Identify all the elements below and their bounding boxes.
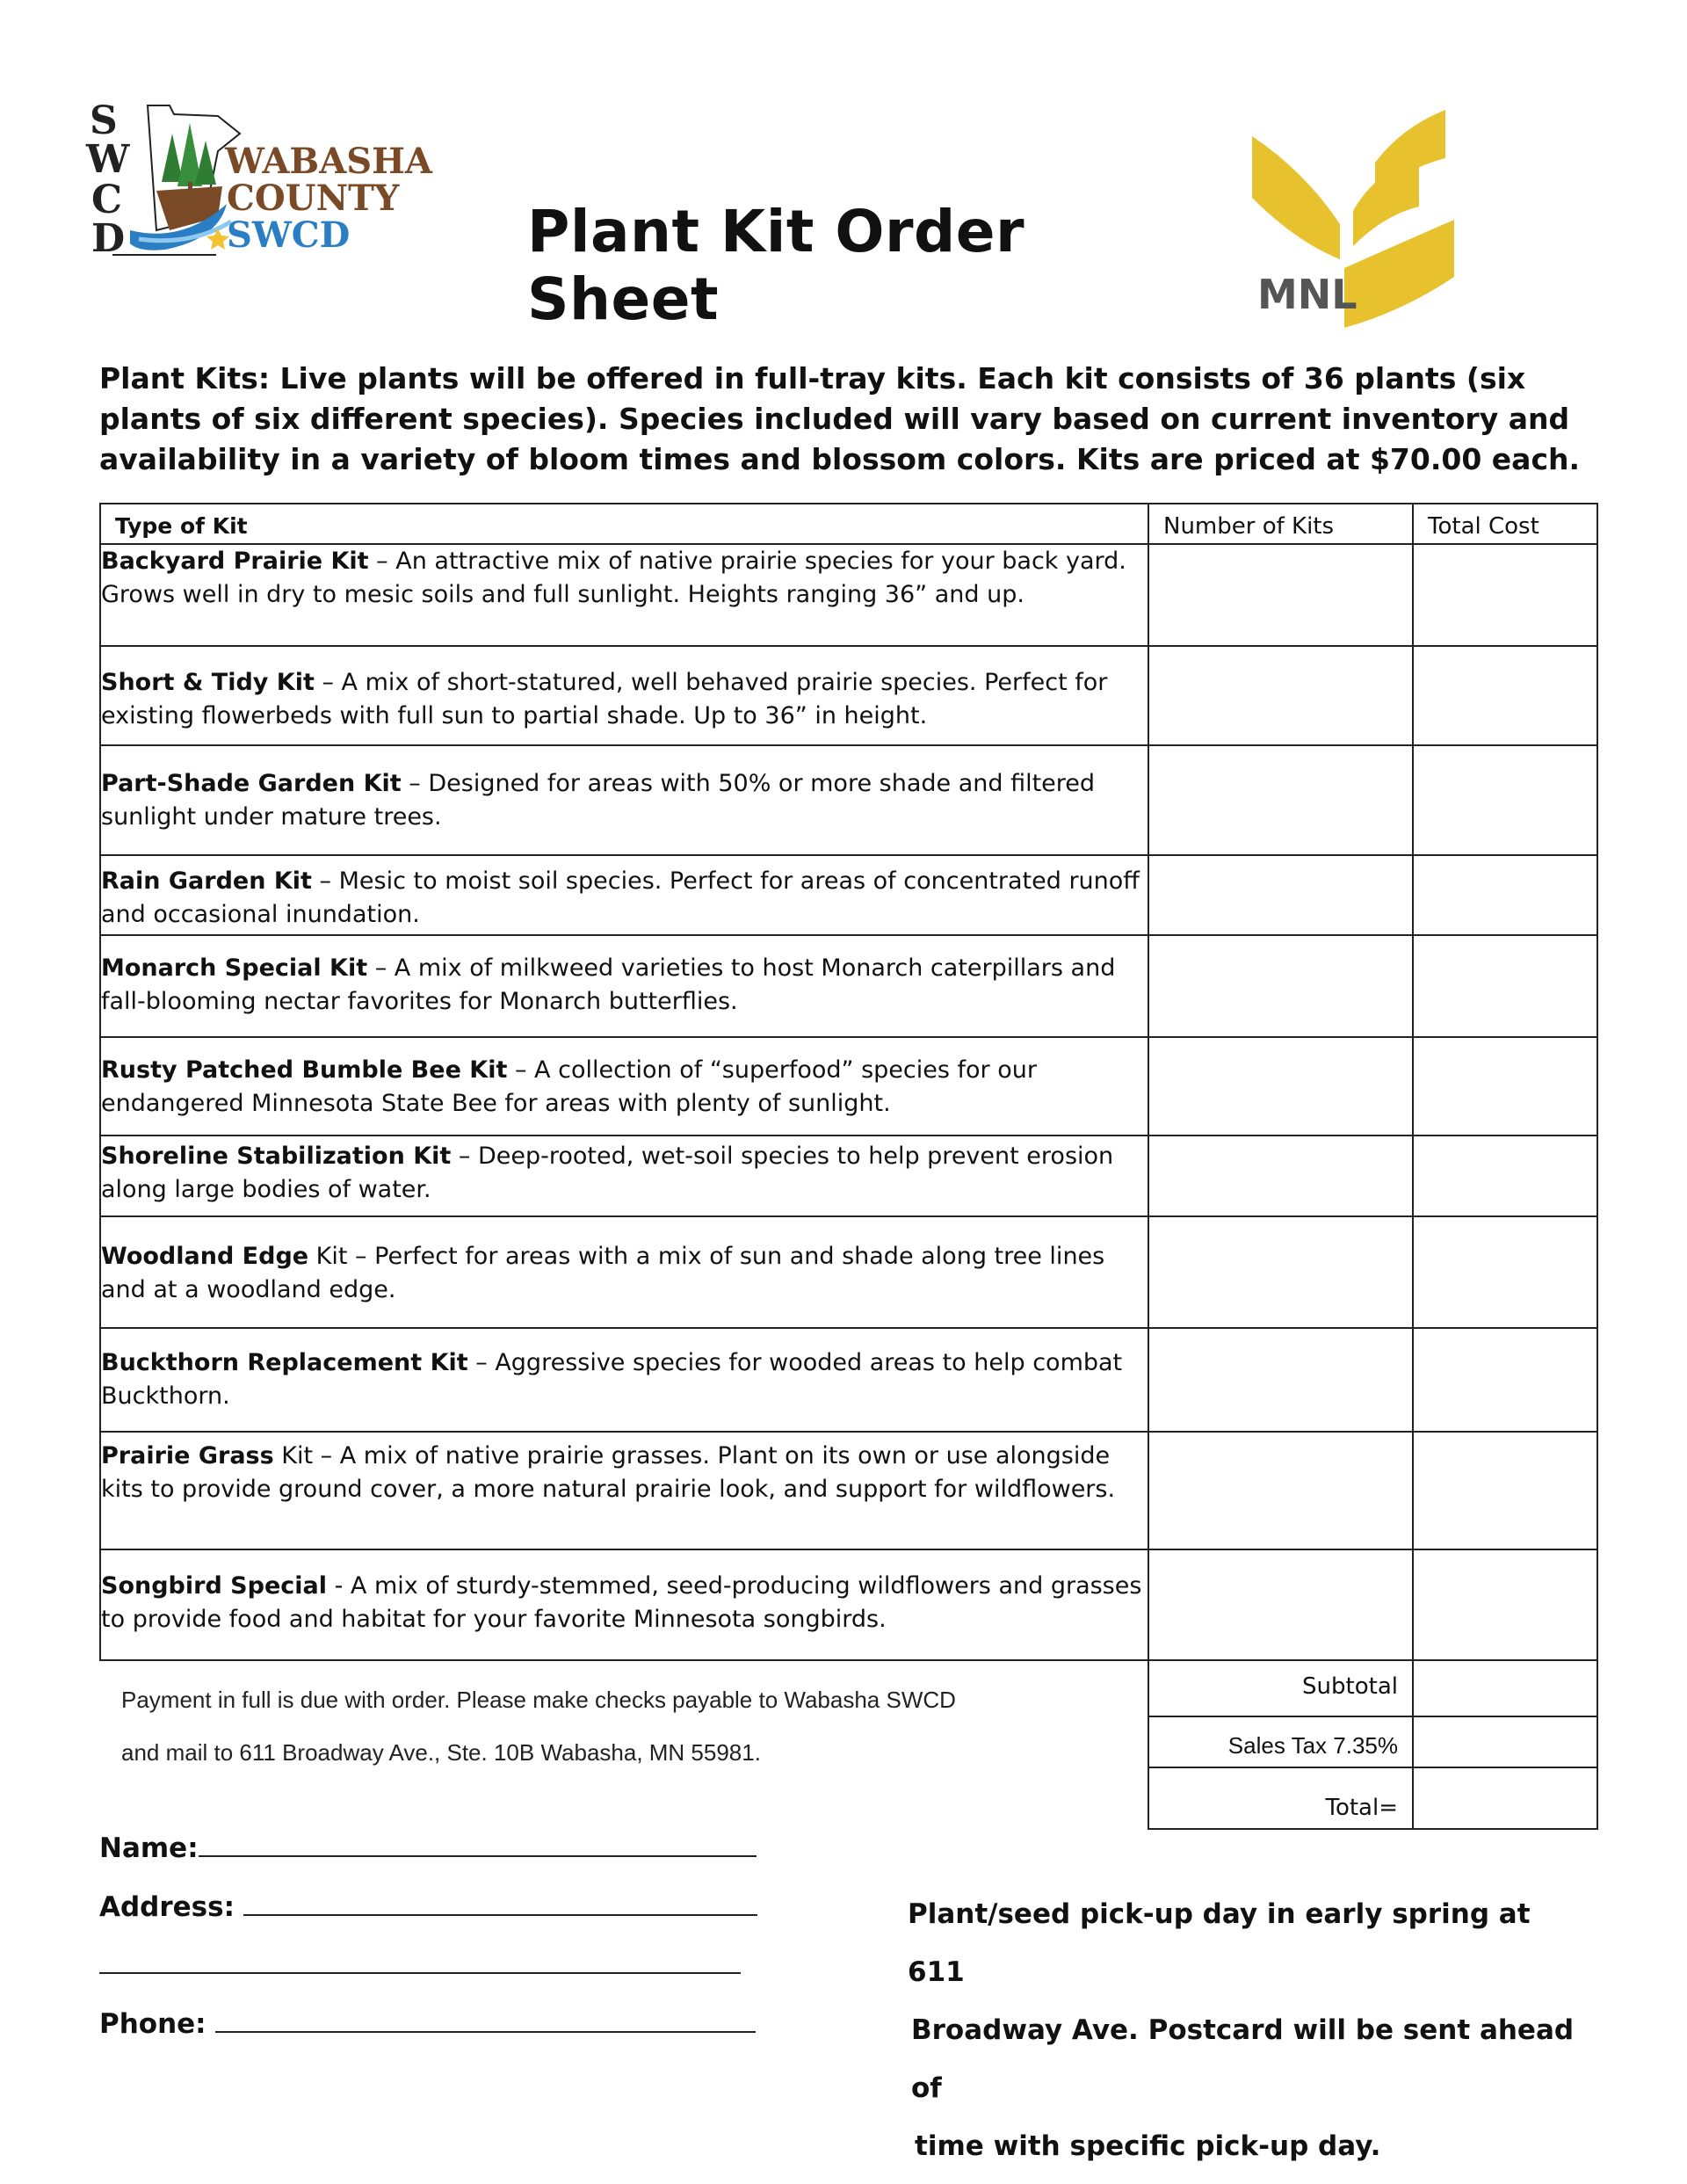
- org-name-line2: COUNTY: [227, 178, 400, 219]
- payment-instructions: [100, 1660, 1148, 1829]
- sales-tax-label: Sales Tax 7.35%: [1148, 1716, 1413, 1767]
- number-of-kits-cell[interactable]: [1148, 1136, 1413, 1216]
- kit-name: Short & Tidy Kit: [101, 669, 315, 696]
- order-table: [99, 503, 1598, 1830]
- kit-description: [100, 1037, 1148, 1136]
- subtotal-label: Subtotal: [1148, 1660, 1413, 1716]
- number-of-kits-cell[interactable]: [1148, 1037, 1413, 1136]
- address-field[interactable]: [99, 1890, 757, 1923]
- total-cost-cell[interactable]: [1413, 1136, 1597, 1216]
- kit-name: Songbird Special: [101, 1572, 327, 1600]
- table-row: [100, 544, 1597, 646]
- total-value-cell[interactable]: [1413, 1767, 1597, 1829]
- total-cost-cell[interactable]: [1413, 1549, 1597, 1660]
- mnl-logo: [1243, 110, 1459, 330]
- kit-name: Buckthorn Replacement Kit: [101, 1349, 468, 1376]
- sales-tax-value-cell[interactable]: [1413, 1716, 1597, 1767]
- address-line-2[interactable]: [99, 1948, 741, 1974]
- total-cost-cell[interactable]: [1413, 1328, 1597, 1432]
- number-of-kits-cell[interactable]: [1148, 935, 1413, 1037]
- name-field[interactable]: [99, 1831, 757, 1864]
- table-row: [100, 1432, 1597, 1549]
- kit-desc: Kit – Perfect for areas with a mix of sun and shade along tree lines and at a woodland edge.: [101, 1243, 1105, 1303]
- swcd-letter-d: D: [91, 216, 126, 261]
- name-label: Name:: [99, 1832, 199, 1864]
- table-row: [100, 1136, 1597, 1216]
- kit-description: [100, 745, 1148, 855]
- payment-line-2: and mail to 611 Broadway Ave., Ste. 10B Wabasha, MN 55981.: [121, 1739, 761, 1766]
- kit-description: [100, 935, 1148, 1037]
- total-cost-cell[interactable]: [1413, 1432, 1597, 1549]
- number-of-kits-cell[interactable]: [1148, 1432, 1413, 1549]
- number-of-kits-cell[interactable]: [1148, 855, 1413, 935]
- kit-name: Woodland Edge: [101, 1243, 309, 1270]
- kit-description: [100, 1549, 1148, 1660]
- intro-paragraph: Plant Kits: Live plants will be offered in full-tray kits. Each kit consists of 36 plants (six plants of six different species). Species included will vary based on current inventory and availability in a variety of bloom times and blossom colors. Kits are priced at $70.00 each.: [99, 361, 1581, 476]
- table-row: [100, 646, 1597, 745]
- kit-desc: – Aggressive species for wooded areas to help combat Buckthorn.: [101, 1349, 1123, 1410]
- total-cost-cell[interactable]: [1413, 544, 1597, 646]
- table-row: [100, 855, 1597, 935]
- kit-desc: Kit – A mix of native prairie grasses. Plant on its own or use alongside kits to provide ground cover, a more natural prairie look, and support for wildflowers.: [101, 1442, 1116, 1503]
- kit-description: [100, 544, 1148, 646]
- page-title: Plant Kit Order Sheet: [527, 198, 1025, 333]
- total-cost-cell[interactable]: [1413, 935, 1597, 1037]
- kit-name: Monarch Special Kit: [101, 954, 368, 982]
- pickup-line-3: time with specific pick-up day.: [915, 2130, 1381, 2162]
- number-of-kits-cell[interactable]: [1148, 646, 1413, 745]
- swcd-letter-c: C: [91, 178, 123, 222]
- pickup-line-1: Plant/seed pick-up day in early spring at 611: [908, 1898, 1531, 1988]
- kit-desc: – Designed for areas with 50% or more shade and filtered sunlight under mature trees.: [101, 770, 1096, 831]
- kit-desc: – Deep-rooted, wet-soil species to help prevent erosion along large bodies of water.: [101, 1143, 1114, 1203]
- table-row: [100, 1549, 1597, 1660]
- swcd-logo: [86, 98, 473, 265]
- payment-line-1: Payment in full is due with order. Please make checks payable to Wabasha SWCD: [121, 1687, 956, 1713]
- swcd-letter-w: W: [86, 137, 130, 182]
- table-row: [100, 1216, 1597, 1328]
- header-number-of-kits: Number of Kits: [1148, 504, 1413, 544]
- kit-description: [100, 1328, 1148, 1432]
- org-name-line3: SWCD: [227, 214, 351, 256]
- total-cost-cell[interactable]: [1413, 745, 1597, 855]
- kit-desc: - A mix of sturdy-stemmed, seed-producing wildflowers and grasses to provide food and habitat for your favorite Minnesota songbirds.: [101, 1572, 1142, 1633]
- number-of-kits-cell[interactable]: [1148, 745, 1413, 855]
- name-line[interactable]: [199, 1831, 757, 1857]
- total-cost-cell[interactable]: [1413, 646, 1597, 745]
- address-field-2[interactable]: [99, 1948, 741, 1981]
- org-name-line1: WABASHA: [225, 141, 432, 182]
- mnl-text: MNL: [1257, 271, 1358, 318]
- kit-desc: – A collection of “superfood” species for our endangered Minnesota State Bee for areas with plenty of sunlight.: [101, 1056, 1037, 1117]
- table-row: [100, 1037, 1597, 1136]
- table-header-row: [100, 504, 1597, 544]
- pickup-note: [908, 1885, 1575, 2175]
- kit-name: Backyard Prairie Kit: [101, 548, 369, 575]
- pickup-line-2: Broadway Ave. Postcard will be sent ahead of: [911, 2014, 1575, 2104]
- number-of-kits-cell[interactable]: [1148, 1328, 1413, 1432]
- kit-name: Prairie Grass: [101, 1442, 274, 1469]
- number-of-kits-cell[interactable]: [1148, 1549, 1413, 1660]
- total-label: Total=: [1148, 1767, 1413, 1829]
- total-cost-cell[interactable]: [1413, 855, 1597, 935]
- kit-description: [100, 855, 1148, 935]
- number-of-kits-cell[interactable]: [1148, 1216, 1413, 1328]
- kit-description: [100, 1432, 1148, 1549]
- header-type-of-kit: Type of Kit: [100, 504, 1148, 544]
- phone-label: Phone:: [99, 2008, 206, 2040]
- kit-name: Shoreline Stabilization Kit: [101, 1143, 452, 1170]
- kit-name: Part-Shade Garden Kit: [101, 770, 402, 797]
- address-line[interactable]: [243, 1890, 757, 1916]
- header-total-cost: Total Cost: [1413, 504, 1597, 544]
- kit-desc: – Mesic to moist soil species. Perfect for areas of concentrated runoff and occasional inundation.: [101, 867, 1140, 928]
- kit-name: Rusty Patched Bumble Bee Kit: [101, 1056, 508, 1084]
- total-cost-cell[interactable]: [1413, 1037, 1597, 1136]
- kit-desc: – A mix of short-statured, well behaved prairie species. Perfect for existing flowerbeds with full sun to partial shade. Up to 36” in height.: [101, 669, 1108, 729]
- kit-description: [100, 1136, 1148, 1216]
- address-label: Address:: [99, 1891, 235, 1923]
- number-of-kits-cell[interactable]: [1148, 544, 1413, 646]
- total-cost-cell[interactable]: [1413, 1216, 1597, 1328]
- kit-name: Rain Garden Kit: [101, 867, 312, 895]
- kit-desc: – A mix of milkweed varieties to host Monarch caterpillars and fall-blooming nectar favorites for Monarch butterflies.: [101, 954, 1116, 1015]
- phone-field[interactable]: [99, 2006, 756, 2040]
- table-row: [100, 935, 1597, 1037]
- swcd-letter-s: S: [90, 98, 118, 143]
- kit-desc: – An attractive mix of native prairie species for your back yard. Grows well in dry to mesic soils and full sunlight. Heights ranging 36” and up.: [101, 548, 1126, 608]
- subtotal-row: [100, 1660, 1597, 1716]
- kit-description: [100, 646, 1148, 745]
- subtotal-value-cell[interactable]: [1413, 1660, 1597, 1716]
- table-row: [100, 745, 1597, 855]
- kit-description: [100, 1216, 1148, 1328]
- table-row: [100, 1328, 1597, 1432]
- phone-line[interactable]: [215, 2006, 756, 2033]
